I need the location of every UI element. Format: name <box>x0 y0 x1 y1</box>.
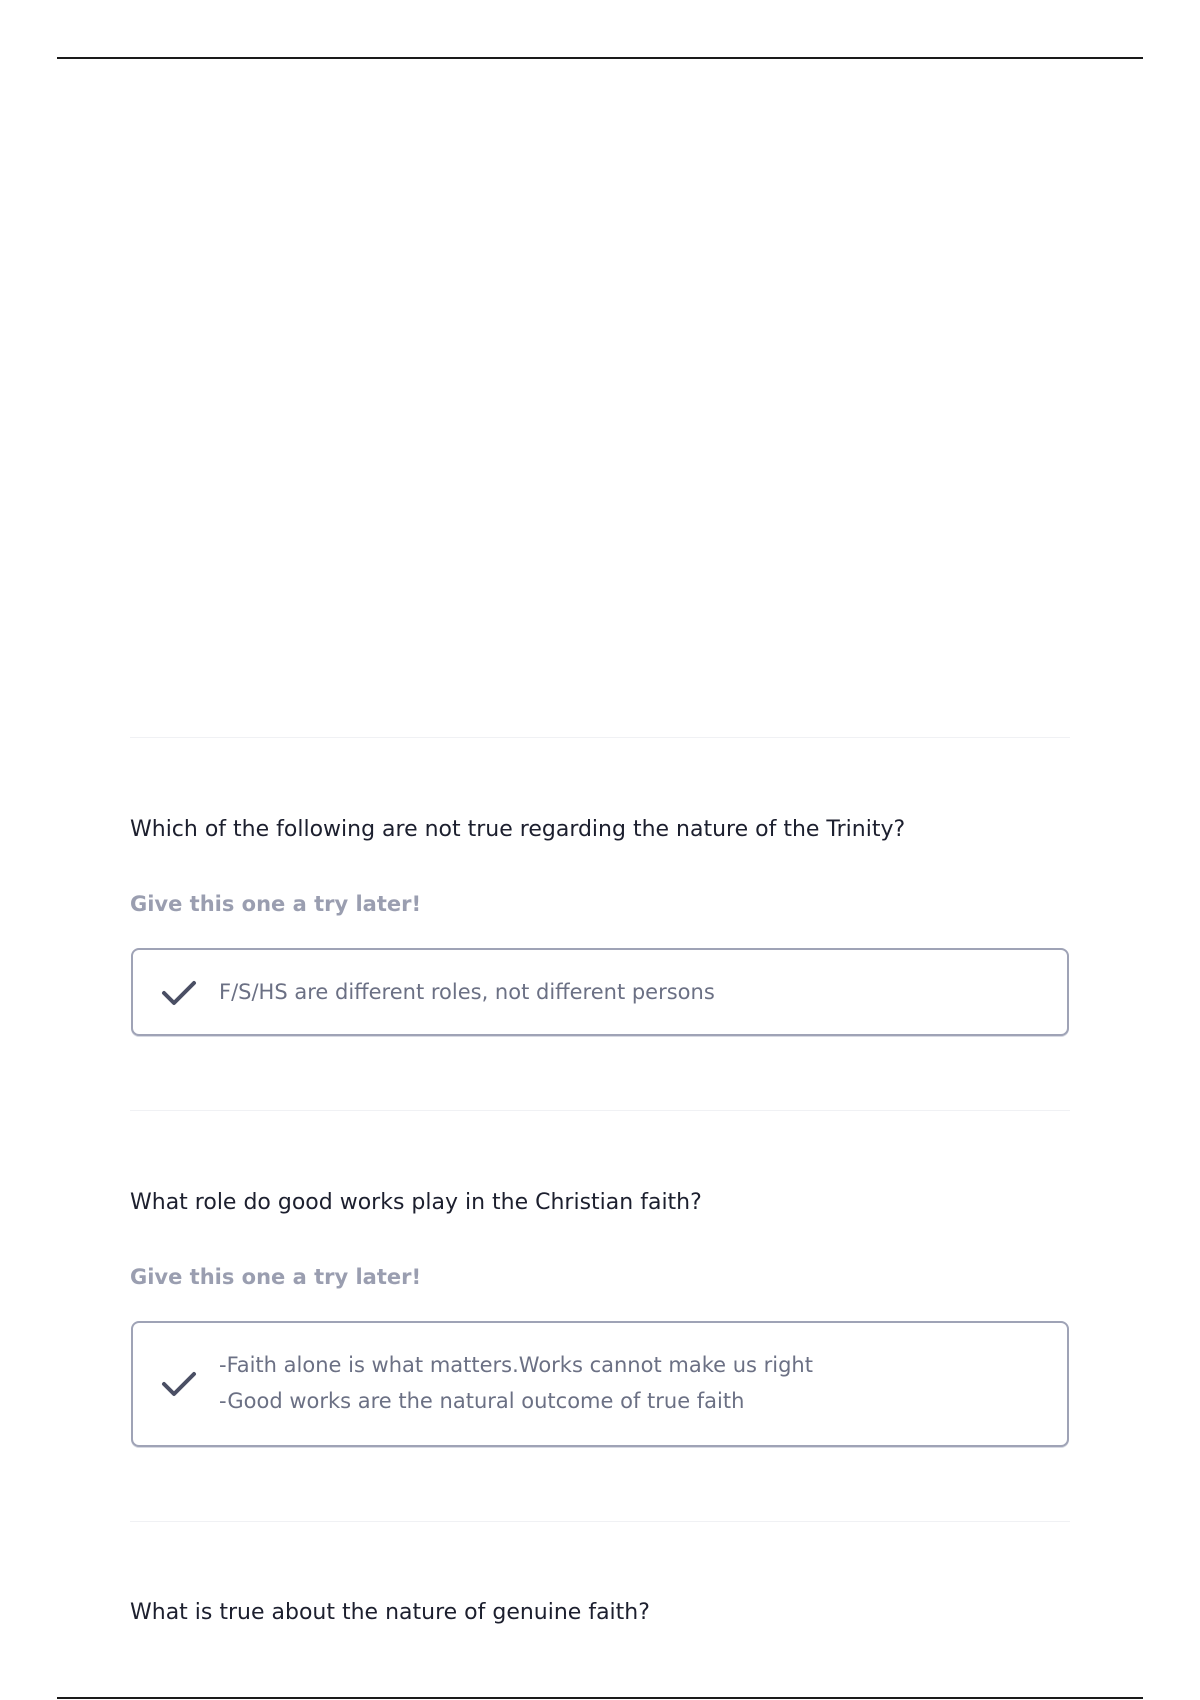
question-text: Which of the following are not true regarding the nature of the Trinity? <box>130 817 906 842</box>
question-text: What role do good works play in the Christian faith? <box>130 1190 702 1215</box>
answer-card[interactable] <box>131 1321 1069 1447</box>
answer-line: -Faith alone is what matters.Works cannot make us right <box>219 1353 813 1377</box>
question-text: What is true about the nature of genuine faith? <box>130 1600 650 1625</box>
checkmark-icon <box>161 978 197 1008</box>
page-top-rule <box>57 57 1143 59</box>
answer-card[interactable] <box>131 948 1069 1036</box>
answer-text <box>219 1347 1047 1419</box>
card-divider <box>130 1521 1070 1522</box>
checkmark-icon <box>161 1369 197 1399</box>
card-divider <box>130 1110 1070 1111</box>
try-later-hint: Give this one a try later! <box>130 1265 422 1289</box>
try-later-hint: Give this one a try later! <box>130 892 422 916</box>
card-divider <box>130 737 1070 738</box>
answer-text <box>219 974 1047 1010</box>
answer-line: -Good works are the natural outcome of true faith <box>219 1389 745 1413</box>
page-bottom-rule <box>57 1697 1143 1699</box>
answer-line: F/S/HS are different roles, not different persons <box>219 980 715 1004</box>
